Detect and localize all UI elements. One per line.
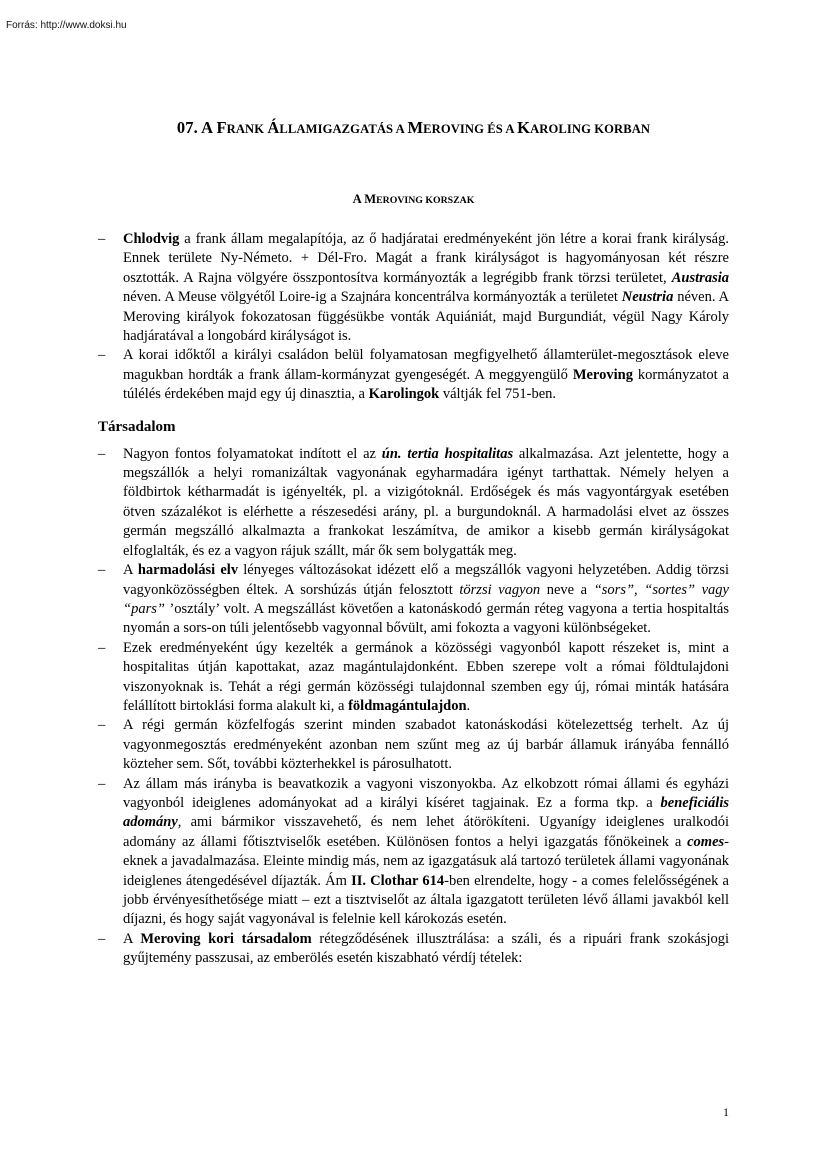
- title-cap: Á: [267, 118, 280, 137]
- emphasis-text: Meroving kori társadalom: [140, 930, 312, 947]
- text-run: A: [123, 930, 141, 947]
- bullet-dash: –: [98, 639, 106, 656]
- text-run: A régi germán közfelfogás szerint minden szabadot katonáskodási kötelezettség terhelt. Az új vagyonmegosztás eredményeként azonban nem szűnt meg az új barbár államuk irányába fennálló közteher sem. Sőt, további közterhekkel is párosulhatott.: [123, 717, 729, 773]
- emphasis-text: törzsi vagyon: [459, 581, 541, 598]
- emphasis-text: Karolingok: [368, 386, 440, 403]
- text-run: kormányzatot a túlélés érdekében majd egy új dinasztia, a: [123, 366, 729, 403]
- subtitle-cap: M: [364, 192, 377, 206]
- text-run: A korai időktől a királyi családon belül folyamatosan megfigyelhető államterület-megosztások eleve magukban hordták a frank állam-kormányzat gyengeségét. A meggyengülő: [123, 347, 729, 383]
- source-label: Forrás: http://www.doksi.hu: [6, 20, 127, 31]
- text-run: rétegződésének illusztrálása: a száli, és a ripuári frank szokásjogi gyűjtemény passzusai, az emberölés esetén kiszabható vérdíj tételek:: [123, 930, 730, 967]
- title-cap: K: [517, 118, 531, 137]
- title-number: 07. A: [176, 118, 217, 137]
- list-item: [98, 445, 729, 561]
- text-run: -ben elrendelte, hogy - a comes felelősségének a jobb érvényesíthetősége miatt – ezt a tisztviselőt az általa igazgatott területen lévő állami javakból kell díjazni, és hogy saját vagyonával is felelnie kell károkozás esetén.: [123, 872, 729, 928]
- list-item: [98, 639, 729, 717]
- section-heading: Társadalom: [98, 418, 176, 435]
- text-run: Nagyon fontos folyamatokat indított el az: [123, 445, 382, 462]
- list-item: [98, 716, 729, 774]
- text-run: A: [123, 562, 138, 579]
- text-run: .: [466, 697, 471, 714]
- text-run: néven. A Meuse völgyétől Loire-ig a Szajnára koncentrálva kormányozták a területet: [123, 289, 622, 306]
- bullet-dash: –: [98, 717, 106, 734]
- title-smallcaps: EROVING ÉS A: [423, 122, 518, 136]
- bullet-dash: –: [98, 445, 106, 462]
- list-item: [98, 230, 729, 346]
- page-title: [0, 118, 827, 138]
- text-run: lényeges változásokat idézett elő a megszállók vagyoni helyzetében. Addig törzsi vagyonközösségben éltek. A sorshúzás útján felosztott: [123, 562, 730, 598]
- text-run: -eknek a javadalmazása. Eleinte mindig más, nem az igazgatásuk alá tartozó területek állami vagyonának ideiglenes átengedésével díjazták. Ám: [123, 833, 729, 889]
- bullet-dash: –: [98, 347, 106, 364]
- title-cap: M: [407, 118, 424, 137]
- text-run: néven. A Meroving királyok fokozatosan függésükbe vonták Aquiániát, majd Burgundiát, végül Nagy Károly hadjáratával a longobárd királyságot is.: [123, 289, 729, 345]
- section-title: [0, 192, 827, 207]
- text-run: ’osztály’ volt. A megszállást követően a katonáskodó germán réteg vagyona a tertia hospitaltás nyomán a sors-on túli jelentősebb vagyonnal bővült, ami fokozta a vagyoni különbségeket.: [123, 600, 729, 637]
- emphasis-text: Neustria: [621, 289, 674, 306]
- emphasis-text: földmagántulajdon: [348, 697, 467, 714]
- bullet-list-tarsadalom: [98, 445, 729, 969]
- list-item: [98, 561, 729, 639]
- bullet-list-intro: [98, 230, 729, 405]
- subtitle-cap: A: [352, 192, 365, 206]
- page-number: 1: [723, 1105, 729, 1119]
- bullet-dash: –: [98, 562, 106, 579]
- list-item: [98, 930, 729, 969]
- list-item: [98, 346, 729, 404]
- emphasis-text: comes: [687, 833, 725, 850]
- title-smallcaps: LLAMIGAZGATÁS A: [279, 122, 408, 136]
- emphasis-text: Meroving: [572, 366, 633, 383]
- emphasis-text: “sors”, “sortes” vagy “pars”: [123, 581, 729, 617]
- text-run: váltják fel 751-ben.: [439, 386, 557, 403]
- text-run: alkalmazása. Azt jelentette, hogy a megszállók a helyi romanizáltak vagyonának egyharmadára igényt tarthattak. Némely helyen a földbirtok kétharmadát is igényelték, pl. a vizigótoknál. Erdőségek és más vagyontárgyak esetében ötven százalékot is elérhette a részesedési arány, pl. a burgundoknál. A harmadolási elvet az összes germán megszálló alkalmazta a frankokat leszámítva, de amikor a kisebb germán királyságokat elfoglalták, és ez a vagyon rájuk szállt, már ők sem bolygatták meg.: [123, 445, 729, 559]
- emphasis-text: II. Clothar 614: [351, 872, 445, 889]
- bullet-dash: –: [98, 930, 106, 947]
- subtitle-smallcaps: EROVING KORSZAK: [376, 195, 475, 206]
- document-body: [98, 230, 729, 969]
- title-smallcaps: AROLING KORBAN: [530, 122, 651, 136]
- emphasis-text: harmadolási elv: [137, 562, 239, 579]
- text-run: Az állam más irányba is beavatkozik a vagyoni viszonyokba. Az elkobzott római állami és egyházi vagyonból ideiglenes adományokat ad a királyi kíséret tagjainak. Ez a forma tkp. a: [123, 775, 729, 811]
- bullet-dash: –: [98, 775, 106, 792]
- emphasis-text: beneficiális adomány: [123, 794, 729, 831]
- title-cap: F: [216, 118, 227, 137]
- emphasis-text: Austrasia: [671, 269, 729, 286]
- bullet-dash: –: [98, 231, 106, 247]
- text-run: neve a: [540, 581, 594, 598]
- text-run: Ezek eredményeként úgy kezelték a germánok a közösségi vagyonból kapott részeket is, mint a hospitalitas útján kapottakat, azaz magántulajdonként. Ebben szerepe volt a római földtulajdoni viszonyoknak is. Tehát a régi germán közösségi tulajdonnal szemben egy új, római minták hatására felállított birtoklási forma alakult ki, a: [123, 639, 729, 714]
- title-smallcaps: RANK: [226, 122, 268, 136]
- list-item: [98, 775, 729, 930]
- emphasis-text: ún. tertia hospitalitas: [381, 445, 514, 462]
- emphasis-text: Chlodvig: [123, 231, 180, 247]
- text-run: , ami bármikor visszavehető, és nem lehet átörökíteni. Ugyanígy ideiglenes uralkodói adomány az állami főtisztviselők esetében. Különösen fontos a helyi igazgatás főnökeinek a: [123, 814, 729, 850]
- text-run: a frank állam megalapítója, az ő hadjáratai eredményeként jön létre a korai frank királyság. Ennek területe Ny-Németo. + Dél-Fro. Magát a frank királyságot is hagyományosan két részre osztották. A Rajna völgyére összpontosítva kormányozták a legrégibb frank törzsi területet,: [123, 231, 729, 286]
